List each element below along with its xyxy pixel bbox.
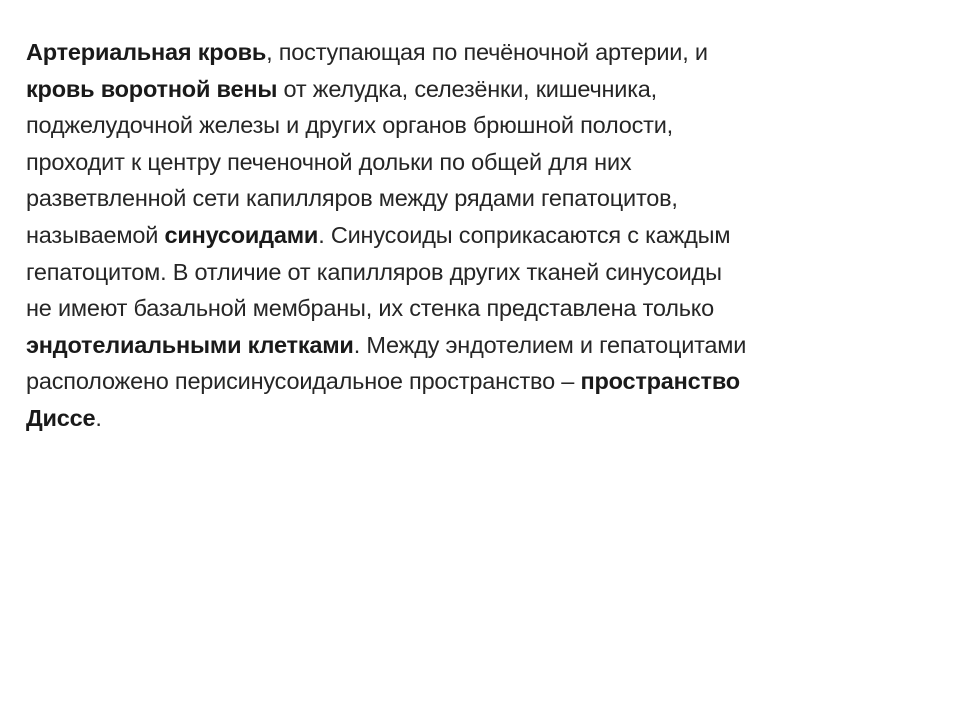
text-run: от желудка, селезёнки, кишечника, bbox=[277, 75, 658, 102]
bold-term: эндотелиальными клетками bbox=[26, 331, 354, 358]
text-run: . Синусоиды соприкасаются с каждым bbox=[318, 221, 731, 248]
text-run: гепатоцитом. В отличие от капилляров других тканей синусоиды bbox=[26, 258, 722, 285]
text-run: проходит к центру печеночной дольки по общей для них bbox=[26, 148, 632, 175]
text-run: поджелудочной железы и других органов брюшной полости, bbox=[26, 112, 673, 139]
text-line bbox=[26, 290, 931, 327]
text-run: не имеют базальной мембраны, их стенка представлена только bbox=[26, 295, 715, 322]
text-run: , поступающая по печёночной артерии, и bbox=[266, 39, 708, 65]
bold-term: синусоидами bbox=[164, 221, 319, 248]
text-line bbox=[26, 180, 931, 217]
bold-term: Артериальная кровь bbox=[26, 39, 267, 65]
text-line bbox=[26, 363, 931, 400]
text-run: . Между эндотелием и гепатоцитами bbox=[353, 331, 747, 358]
text-run: разветвленной сети капилляров между рядами гепатоцитов, bbox=[26, 185, 678, 212]
text-line bbox=[26, 327, 931, 364]
bold-term: кровь воротной вены bbox=[26, 75, 278, 102]
text-line bbox=[26, 254, 931, 291]
text-line bbox=[26, 107, 931, 144]
bold-term: пространство bbox=[580, 368, 740, 395]
text-run: . bbox=[95, 404, 102, 431]
text-run: называемой bbox=[26, 221, 165, 248]
text-line bbox=[26, 144, 931, 181]
text-run: расположено перисинусоидальное пространство – bbox=[26, 368, 581, 395]
text-line bbox=[26, 71, 931, 108]
text-line bbox=[26, 217, 931, 254]
bold-term: Диссе bbox=[26, 404, 96, 431]
text-line bbox=[26, 34, 931, 71]
text-line bbox=[26, 400, 931, 437]
body-paragraph bbox=[26, 34, 931, 437]
